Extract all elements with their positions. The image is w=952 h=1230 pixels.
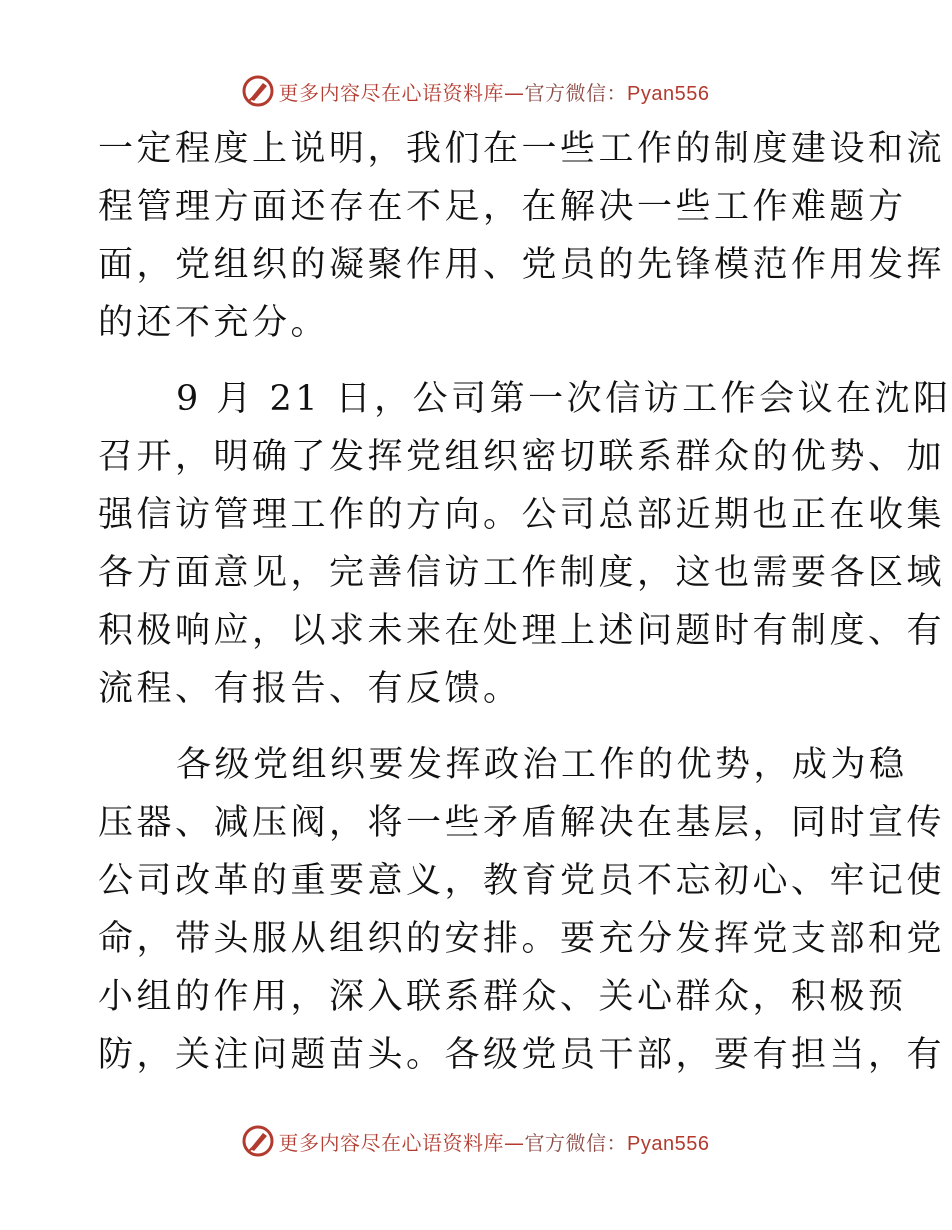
text-line: 9 月 21 日，公司第一次信访工作会议在沈阳 — [176, 379, 952, 419]
text-line: 压器、减压阀，将一些矛盾解决在基层，同时宣传 — [98, 803, 946, 843]
footer-text — [279, 1127, 710, 1156]
text-line: 各方面意见，完善信访工作制度，这也需要各区域 — [98, 553, 946, 593]
footer-site: 更多内容尽在心语资料库 — [278, 1130, 505, 1155]
text-line: 强信访管理工作的方向。公司总部近期也正在收集 — [98, 495, 946, 535]
text-line: 一定程度上说明，我们在一些工作的制度建设和流 — [98, 129, 946, 169]
quill-logo-icon — [241, 1124, 275, 1158]
text-line: 流程、有报告、有反馈。 — [98, 669, 522, 709]
paragraph-1 — [98, 120, 946, 352]
header-channel: 官方微信： — [524, 80, 628, 105]
footer-dash: — — [504, 1130, 525, 1155]
quill-logo-icon — [241, 74, 275, 108]
paragraph-2 — [98, 370, 952, 718]
text-line: 小组的作用，深入联系群众、关心群众，积极预 — [98, 977, 907, 1017]
header-site: 更多内容尽在心语资料库 — [278, 80, 505, 105]
text-line: 的还不充分。 — [98, 303, 330, 343]
header-watermark — [0, 74, 950, 108]
footer-watermark — [0, 1124, 950, 1158]
text-line: 积极响应，以求未来在处理上述问题时有制度、有 — [98, 611, 946, 651]
text-line: 公司改革的重要意义，教育党员不忘初心、牢记使 — [98, 861, 946, 901]
header-account: Pyan556 — [627, 82, 710, 105]
header-dash: — — [504, 80, 525, 105]
document-body — [98, 120, 952, 1084]
text-line: 各级党组织要发挥政治工作的优势，成为稳 — [176, 745, 908, 785]
paragraph-spacer — [98, 718, 858, 736]
text-line: 面，党组织的凝聚作用、党员的先锋模范作用发挥 — [98, 245, 946, 285]
text-line: 防，关注问题苗头。各级党员干部，要有担当，有 — [98, 1035, 946, 1075]
footer-account: Pyan556 — [627, 1132, 710, 1155]
text-line: 召开，明确了发挥党组织密切联系群众的优势、加 — [98, 437, 946, 477]
footer-channel: 官方微信： — [524, 1130, 628, 1155]
text-line: 命，带头服从组织的安排。要充分发挥党支部和党 — [98, 919, 946, 959]
paragraph-3 — [98, 736, 946, 1084]
paragraph-spacer — [98, 352, 858, 370]
text-line: 程管理方面还存在不足，在解决一些工作难题方 — [98, 187, 907, 227]
header-text — [279, 77, 710, 106]
